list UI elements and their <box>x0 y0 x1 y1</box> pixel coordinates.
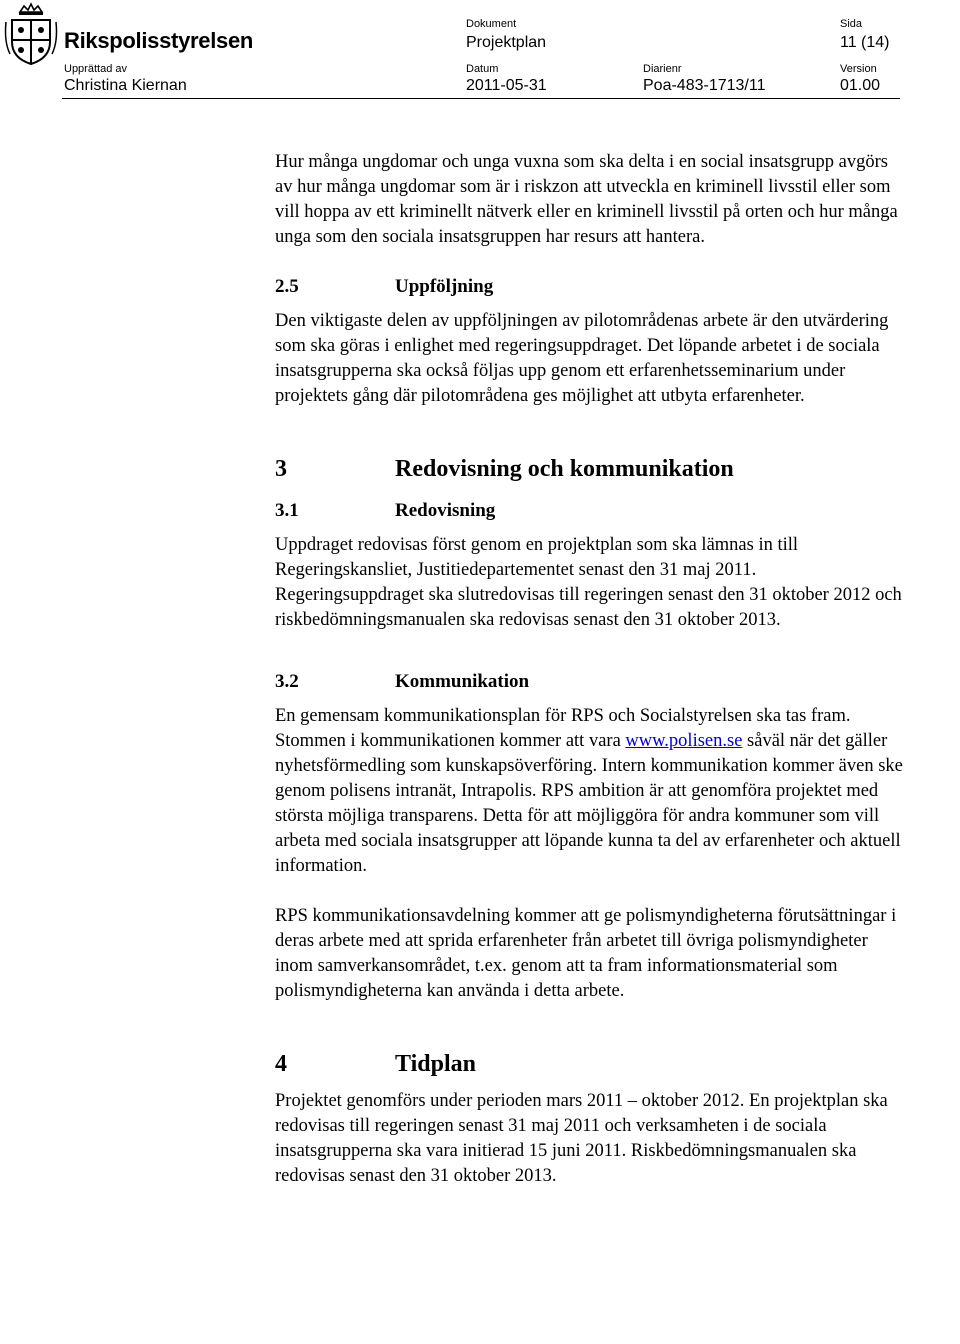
version-label: Version <box>840 63 877 75</box>
section-number: 4 <box>275 1051 287 1077</box>
sida-label: Sida <box>840 18 863 30</box>
section-3-2-paragraph-2: RPS kommunikationsavdelning kommer att ge polismyndigheterna förutsättningar i deras arbete med att sprida erfarenheter från arbetet till övriga polismyndigheter inom samverkansområdet, t.ex. genom att ta fram informationsmaterial som polismyndigheterna kan använda i detta arbete. <box>275 906 897 1001</box>
upprattad-value: Christina Kiernan <box>64 77 187 94</box>
section-3-1-heading <box>275 498 907 523</box>
coat-of-arms-icon <box>2 2 60 68</box>
document-header <box>0 0 960 100</box>
section-number: 2.5 <box>275 276 299 297</box>
dokument-value: Projektplan <box>466 34 547 51</box>
section-title: Kommunikation <box>395 671 530 692</box>
datum-label: Datum <box>466 63 499 75</box>
section-2-5-heading <box>275 274 907 299</box>
organization-name: Rikspolisstyrelsen <box>64 28 254 53</box>
section-number: 3.2 <box>275 671 299 692</box>
polisen-link[interactable]: www.polisen.se <box>625 731 743 751</box>
diarienr-label: Diarienr <box>643 63 682 75</box>
paragraph-text: såväl när det gäller nyhetsförmedling som kunskapsöverföring. Intern kommunikation kommer även ske genom polisens intranät, Intrapolis. RPS ambition är att genomföra projektet med största möjliga transparens. Detta för att möjliggöra för andra kommuner som vill arbeta med sociala insatsgrupper att löpande kunna ta del av erfarenheter och aktuell information. <box>275 731 903 876</box>
diarienr-value: Poa-483-1713/11 <box>643 77 766 94</box>
section-3-2-paragraph <box>275 704 907 879</box>
section-number: 3.1 <box>275 500 299 521</box>
sida-value: 11 (14) <box>840 34 890 51</box>
section-title: Tidplan <box>395 1051 476 1077</box>
version-value: 01.00 <box>840 77 881 94</box>
section-4-heading <box>275 1049 907 1079</box>
section-title: Redovisning <box>395 500 496 521</box>
section-4-paragraph: Projektet genomförs under perioden mars 2011 – oktober 2012. En projektplan ska redovisas till regeringen senast 31 maj 2011 och verksamheten i de sociala insatsgrupperna ska vara initierad 15 juni 2011. Riskbedömningsmanualen ska redovisas senast den 31 oktober 2013. <box>275 1091 888 1186</box>
section-number: 3 <box>275 456 287 482</box>
datum-value: 2011-05-31 <box>466 77 547 94</box>
upprattad-label: Upprättad av <box>64 63 127 75</box>
paragraph-text: En gemensam kommunikationsplan för RPS och Socialstyrelsen ska tas fram. Stommen i kommunikationen kommer att vara <box>275 706 851 751</box>
section-title: Redovisning och kommunikation <box>395 456 734 482</box>
section-title: Uppföljning <box>395 276 494 297</box>
document-body <box>275 150 907 1189</box>
intro-paragraph: Hur många ungdomar och unga vuxna som ska delta i en social insatsgrupp avgörs av hur många ungdomar som är i riskzon att utveckla en kriminell livsstil eller som vill hoppa av ett kriminellt nätverk eller en kriminell livsstil på orten och hur många unga som den sociala insatsgruppen har resurs att hantera. <box>275 152 898 247</box>
section-3-1-paragraph: Uppdraget redovisas först genom en projektplan som ska lämnas in till Regeringskansliet, Justitiedepartementet senast den 31 maj 2011. Regeringsuppdraget ska slutredovisas till regeringen senast den 31 oktober 2012 och riskbedömningsmanualen ska redovisas senast den 31 oktober 2013. <box>275 535 902 630</box>
section-3-2-heading <box>275 669 907 694</box>
header-divider <box>62 98 900 99</box>
section-3-heading <box>275 454 907 484</box>
section-2-5-paragraph: Den viktigaste delen av uppföljningen av pilotområdenas arbete är den utvärdering som ska göras i enlighet med regeringsuppdraget. Det löpande arbetet i de sociala insatsgrupperna ska också följas upp genom ett erfarenhetsseminarium under projektets gång där pilotområdena ges möjlighet att utbyta erfarenheter. <box>275 311 889 406</box>
dokument-label: Dokument <box>466 18 517 30</box>
